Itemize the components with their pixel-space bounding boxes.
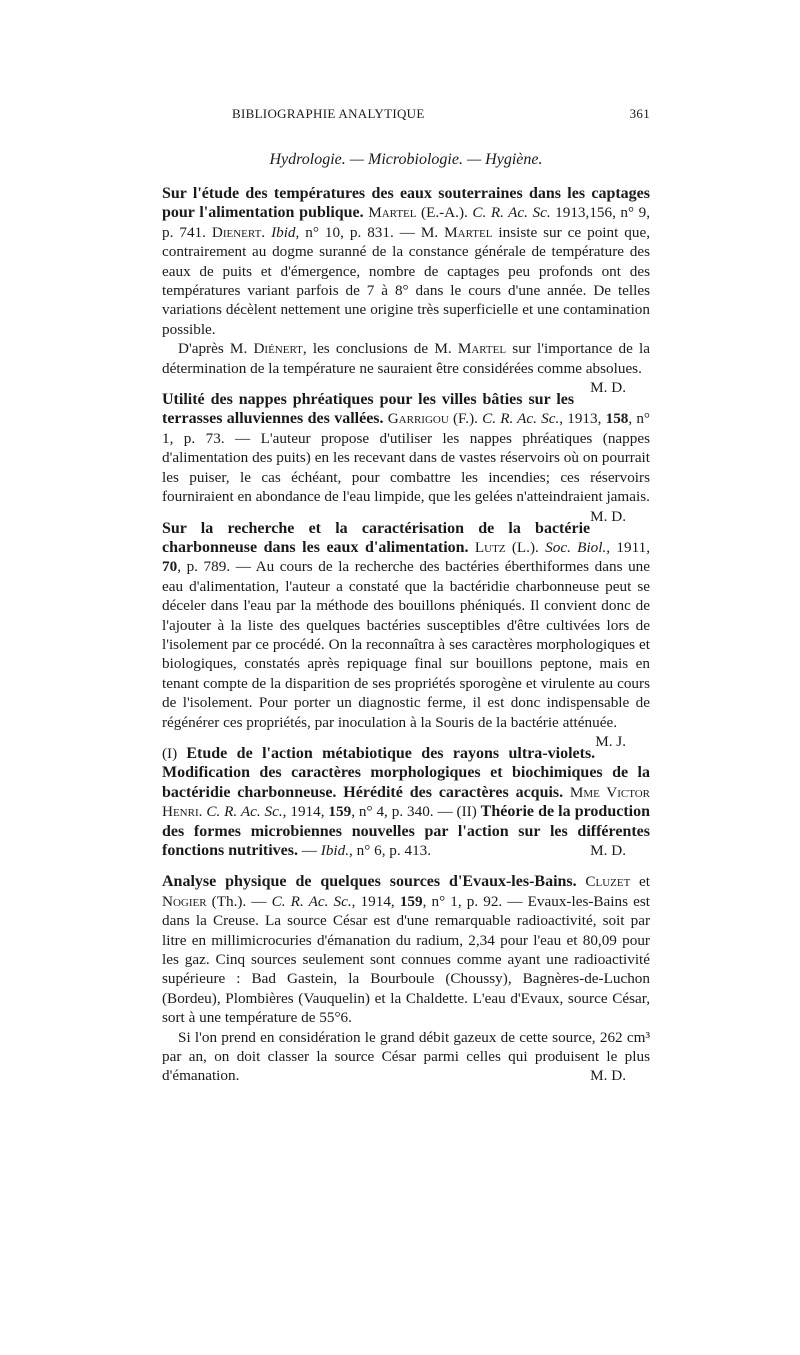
author-initials: (L.). <box>505 538 546 556</box>
entry-title: Analyse physique de quelques sources d'Evaux-les-Bains. <box>162 873 577 891</box>
abstract-text: insiste sur ce point que, contrairement au dogme suranné de la constance générale de température des eaux de puits et d'émergence, nombre de captages peu profonds ont des températures variant parfois de 7 à 8° dans le cours d'une année. De telles variations décèlent nettement une origine très superficielle et une contamination possible. <box>162 223 651 338</box>
abstract-text: sur l'importance de la détermination de la température ne sauraient être considérées comme absolues. <box>162 340 650 377</box>
entry <box>162 744 650 860</box>
entry-number: (I) <box>162 744 187 762</box>
abstract-text: Si l'on prend en considération le grand débit gazeux de cette source, 262 cm³ par an, on doit classer la source César parmi celles qui produisent le plus d'émanation. <box>162 1028 650 1085</box>
signature: M. D. <box>590 379 626 397</box>
journal: Ibid, <box>265 223 300 241</box>
reference: , 1911, <box>606 538 651 556</box>
entry-paragraph <box>162 872 650 1027</box>
abstract-text: L'auteur propose d'utiliser les nappes phréatiques (nappes d'alimentation des puits) en les recevant dans de vastes réservoirs où on pourrait les puiser, le cas échéant, pour combattre les incendies; ces réservoirs fourniraient en abondance de l'eau limpide, que les gelées n'atteindraient jamais. <box>162 429 650 506</box>
author: Martel <box>444 223 493 241</box>
entry-paragraph <box>162 339 650 397</box>
volume: 70 <box>162 558 178 576</box>
entry-title: Utilité des nappes phréatiques pour les villes bâties sur les terrasses alluviennes des vallées. <box>162 391 575 428</box>
reference: , n° 1, p. 92. — <box>422 892 528 910</box>
reference: et <box>630 873 651 891</box>
author: Mme Victor Henri. <box>162 783 650 821</box>
abstract-text: Au cours de la recherche des bactéries éberthiformes dans une eau d'alimentation, l'auteur a constaté que la bactéridie charbonneuse peut se déceler dans l'eau par la méthode des bouillons phéniqués. Il convient donc de l'ajouter à la liste des quelques bactéries susceptibles d'être cultivées lors de l'isolement par ce procédé. On la reconnaîtra à ses caractères morphologiques et biologiques, constatés après repiquage final sur bouillons peptone, mais en tenant compte de la disparition de ses propriétés sporogène et virulente au cours de l'isolement. Pour porter un diagnostic ferme, il est donc indispensable de régénérer ces propriétés, par inoculation à la Souris de la bactérie atténuée. <box>162 558 651 731</box>
entry <box>162 872 650 1085</box>
journal: C. R. Ac. Sc. <box>472 204 551 222</box>
entry <box>162 519 651 750</box>
reference: , 1914, <box>282 803 329 821</box>
author: Lutz <box>474 538 506 556</box>
reference: , p. 789. — <box>177 558 256 576</box>
author: Dienert. <box>211 223 266 241</box>
volume: 158 <box>605 410 629 428</box>
section-title: Hydrologie. — Microbiologie. — Hygiène. <box>269 151 543 168</box>
author: Nogier <box>162 892 207 910</box>
reference: , n° 4, p. 340. — <box>351 803 457 821</box>
entries <box>162 184 650 1098</box>
reference: , 1913, <box>559 410 606 428</box>
signature: M. D. <box>590 1067 626 1085</box>
volume: 159 <box>399 892 423 910</box>
journal: Ibid. <box>320 842 350 859</box>
author-initials: (F.). <box>448 410 483 428</box>
entry-paragraph <box>162 184 650 339</box>
signature: M. D. <box>590 842 626 859</box>
reference: , 1914, <box>351 892 400 910</box>
journal: C. R. Ac. Sc. <box>482 410 560 428</box>
journal: Soc. Biol. <box>545 538 607 556</box>
author: Martel <box>457 340 507 358</box>
page-header <box>162 106 650 126</box>
entry-paragraph <box>162 1028 650 1086</box>
entry-number: (II) <box>456 803 481 821</box>
abstract-text: , les conclusions de M. <box>302 340 458 358</box>
entry-paragraph <box>162 390 651 525</box>
reference: n° 10, p. 831. — M. <box>299 223 445 241</box>
entry <box>162 184 651 397</box>
volume: 159 <box>328 803 352 821</box>
signature: M. J. <box>595 732 626 750</box>
author-initials: (E.-A.). <box>416 204 473 222</box>
abstract-text: D'après M. <box>178 340 254 358</box>
signature: M. D. <box>590 507 626 525</box>
author: Martel <box>368 204 417 222</box>
entry-paragraph <box>162 744 650 860</box>
entry-title: Sur l'étude des températures des eaux souterraines dans les captages pour l'alimentation publique. <box>162 185 650 222</box>
entry-title: Sur la recherche et la caractérisation de la bactérie charbonneuse dans les eaux d'alimentation. <box>162 519 591 556</box>
author: Garrigou <box>387 410 449 428</box>
author: Diénert <box>253 340 303 358</box>
reference: , n° 6, p. 413. <box>349 842 432 859</box>
author: Cluzet <box>585 873 631 891</box>
journal: C. R. Ac. Sc. <box>206 803 283 821</box>
entry-title: Théorie de la production des formes microbiennes nouvelles par l'action sur les différentes fonctions nutritives. <box>162 803 650 859</box>
reference: — <box>298 842 321 859</box>
reference: 1913,156, n° 9, p. 741. <box>162 204 651 241</box>
entry-paragraph <box>162 519 651 750</box>
page-number: 361 <box>629 106 650 121</box>
author-initials: (Th.). — <box>206 892 272 910</box>
entry <box>162 390 651 525</box>
reference: , n° 1, p. 73. — <box>162 410 651 447</box>
entry-title: Etude de l'action métabiotique des rayons ultra-violets. Modification des caractères morphologiques et biochimiques de la bactéridie charbonneuse. Hérédité des caractères acquis. <box>162 744 650 801</box>
journal: C. R. Ac. Sc. <box>271 892 352 910</box>
abstract-text: Evaux-les-Bains est dans la Creuse. La source César est d'une remarquable radioactivité, soit par litre en millimicrocuries d'émanation du radium, 2,34 pour l'eau et 80,09 pour les gaz. Cinq sources seulement sont connues comme ayant une radioactivité supérieure : Bad Gastein, la Bourboule (Choussy), Bagnères-de-Luchon (Bordeu), Plombières (Vauquelin) et la Chaldette. L'eau d'Evaux, source César, sort à une température de 55°6. <box>162 892 650 1027</box>
running-title: BIBLIOGRAPHIE ANALYTIQUE <box>232 106 425 121</box>
